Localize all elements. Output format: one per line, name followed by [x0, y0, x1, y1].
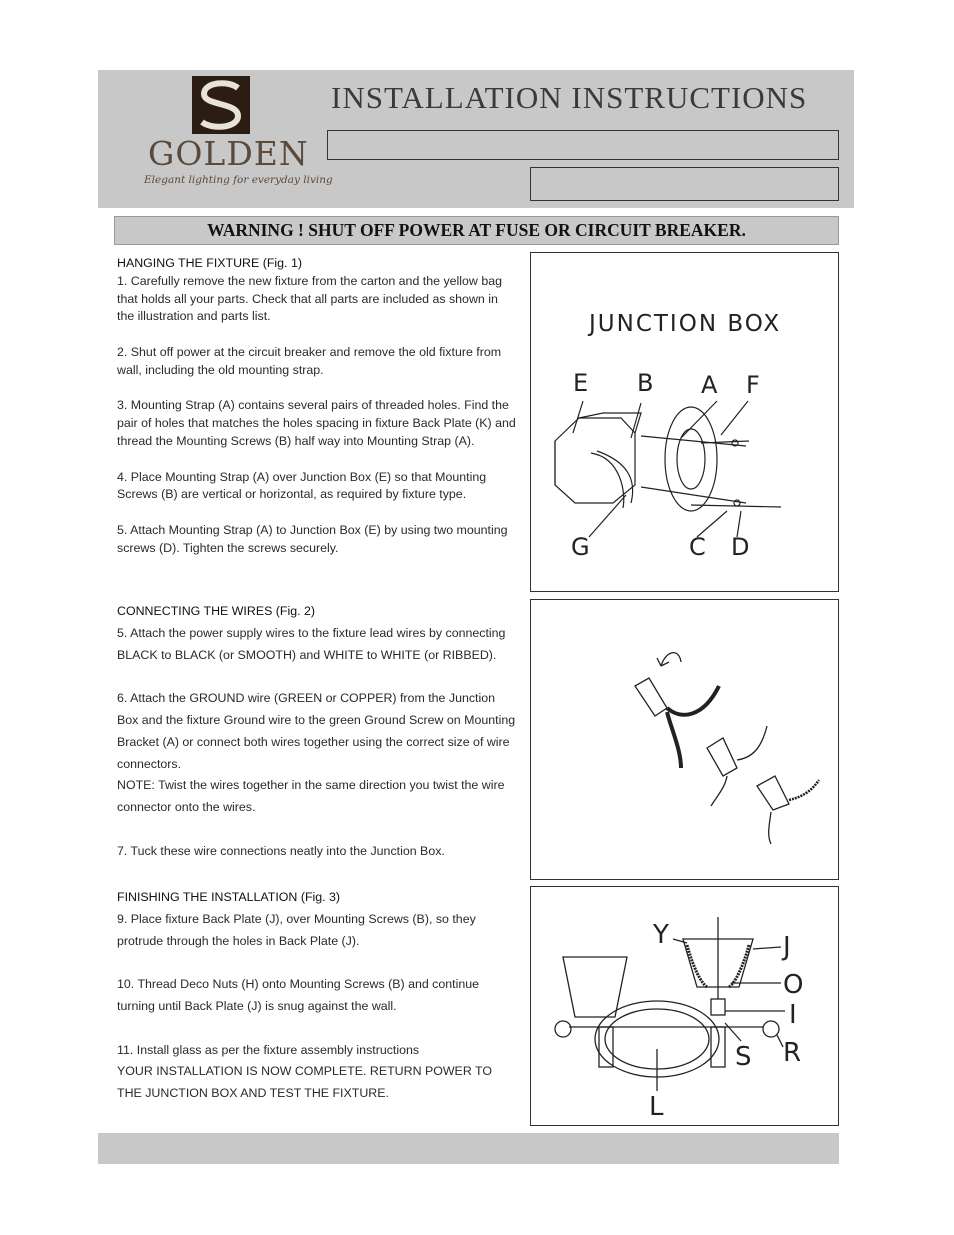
label-y: Y	[653, 920, 669, 950]
brand-tagline: Elegant lighting for everyday living	[144, 174, 333, 186]
label-l: L	[649, 1092, 664, 1122]
finishing-step-11: 11. Install glass as per the fixture assembly instructions	[117, 1042, 420, 1057]
wires-step-6: 6. Attach the GROUND wire (GREEN or COPPER) from the Junction Box and the fixture Ground wire to the green Ground Screw on Mounting Bracket (A) or connect both wires together using the correct size of wire connectors.	[117, 691, 516, 771]
label-e: E	[573, 369, 589, 397]
finishing-heading: FINISHING THE INSTALLATION (Fig. 3)	[117, 890, 341, 904]
label-r: R	[783, 1038, 802, 1068]
junction-box-title: JUNCTION BOX	[589, 311, 782, 337]
label-f: F	[746, 371, 760, 399]
wires-step-7: 7. Tuck these wire connections neatly into the Junction Box.	[117, 843, 445, 858]
finishing-complete: YOUR INSTALLATION IS NOW COMPLETE. RETURN POWER TO THE JUNCTION BOX AND TEST THE FIXTURE.	[117, 1064, 492, 1101]
label-s: S	[735, 1042, 752, 1072]
figure-wire-connection	[530, 599, 839, 880]
warning-banner: WARNING ! SHUT OFF POWER AT FUSE OR CIRCUIT BREAKER.	[114, 216, 839, 245]
label-b: B	[637, 369, 654, 397]
label-c: C	[689, 533, 706, 561]
hanging-step-1: 1. Carefully remove the new fixture from the carton and the yellow bag that holds all your parts. Check that all parts are included as shown in the illustration and parts list.	[117, 273, 502, 324]
finishing-step-10: 10. Thread Deco Nuts (H) onto Mounting Screws (B) and continue turning until Back Plate (J) is snug against the wall.	[117, 977, 480, 1013]
label-o: O	[783, 970, 804, 1000]
hanging-step-4: 4. Place Mounting Strap (A) over Junction Box (E) so that Mounting Screws (B) are vertical or horizontal, as required by fixture type.	[117, 469, 487, 502]
page-title: INSTALLATION INSTRUCTIONS	[331, 80, 808, 115]
label-j: J	[783, 932, 791, 962]
junction-box-drawing	[555, 401, 781, 537]
label-a: A	[701, 371, 718, 399]
hanging-section	[117, 255, 517, 558]
hanging-heading: HANGING THE FIXTURE (Fig. 1)	[117, 256, 302, 270]
label-g: G	[571, 533, 590, 561]
finished-fixture-diagram	[531, 887, 838, 1125]
footer-band	[98, 1133, 839, 1164]
wires-section	[117, 601, 517, 863]
label-d: D	[731, 533, 750, 561]
figure-finished-fixture	[530, 886, 839, 1126]
hanging-step-5: 5. Attach Mounting Strap (A) to Junction Box (E) by using two mounting screws (D). Tighten the screws securely.	[117, 522, 508, 555]
wire-connection-diagram	[531, 600, 838, 879]
label-i: I	[789, 1000, 797, 1030]
wires-step-5: 5. Attach the power supply wires to the fixture lead wires by connecting BLACK to BLACK (or SMOOTH) and WHITE to WHITE (or RIBBED).	[117, 625, 506, 662]
hanging-step-3: 3. Mounting Strap (A) contains several pairs of threaded holes. Find the pair of holes that matches the holes spacing in fixture Back Plate (K) and thread the Mounting Screws (B) half way into Mounting Strap (A).	[117, 398, 516, 448]
brand-name: GOLDEN	[148, 134, 309, 173]
finishing-step-9: 9. Place fixture Back Plate (J), over Mounting Screws (B), so they protrude through the holes in Back Plate (J).	[117, 911, 476, 948]
wires-heading: CONNECTING THE WIRES (Fig. 2)	[117, 604, 316, 618]
wires-note: NOTE: Twist the wires together in the same direction you twist the wire connector onto the wires.	[117, 778, 505, 815]
hanging-step-2: 2. Shut off power at the circuit breaker and remove the old fixture from wall, including the old mounting strap.	[117, 344, 502, 377]
item-number-field	[530, 167, 839, 201]
finishing-section	[117, 887, 517, 1105]
model-number-field	[327, 130, 839, 160]
junction-box-diagram	[531, 253, 838, 591]
wire-connectors-drawing	[635, 653, 819, 844]
figure-junction-box	[530, 252, 839, 592]
